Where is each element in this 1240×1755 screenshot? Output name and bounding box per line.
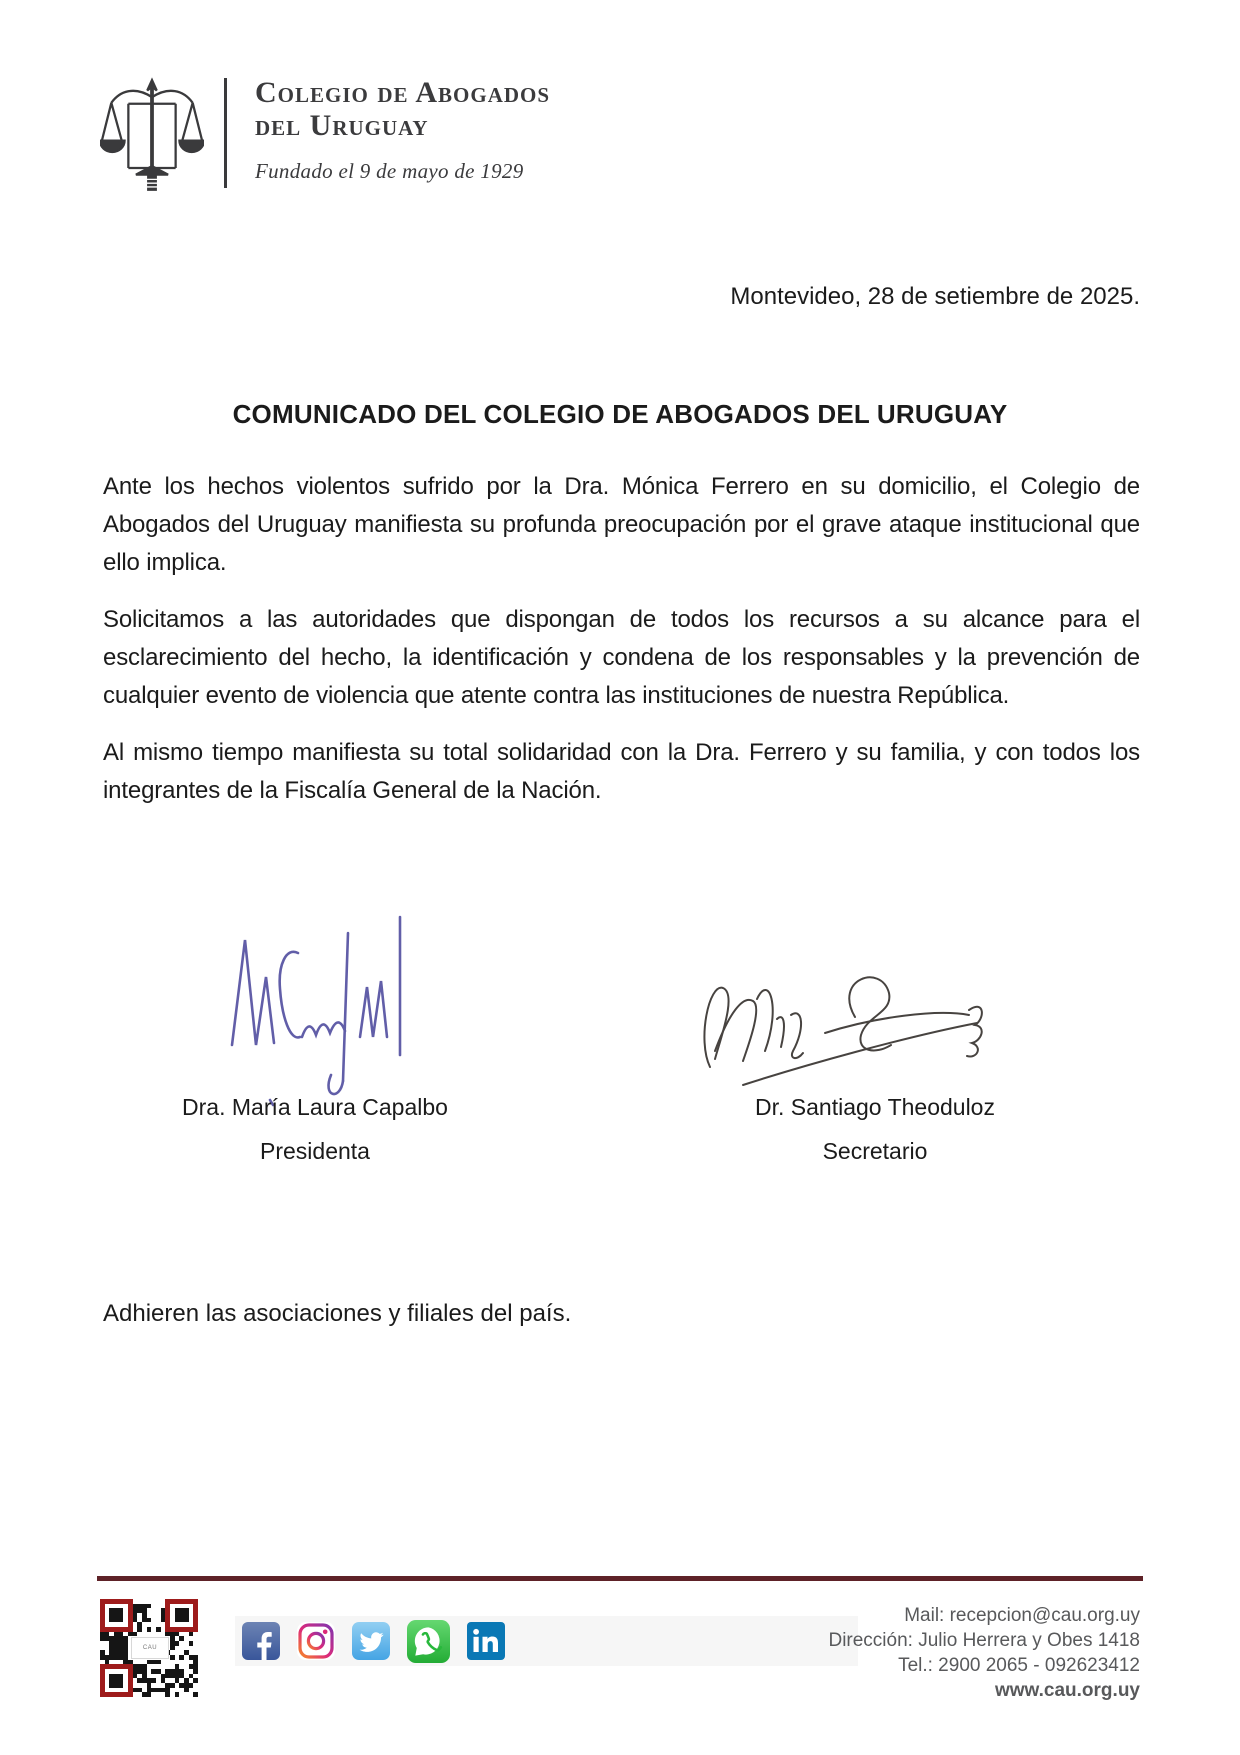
signatory-right <box>685 1094 1065 1165</box>
contact-website[interactable]: www.cau.org.uy <box>995 1680 1140 1701</box>
signatory-name: Dra. María Laura Capalbo <box>182 1094 448 1120</box>
letter-body <box>103 468 1140 829</box>
contact-address: Dirección: Julio Herrera y Obes 1418 <box>828 1630 1140 1651</box>
contact-phone: Tel.: 2900 2065 - 092623412 <box>898 1655 1140 1676</box>
signatory-name: Dr. Santiago Theoduloz <box>755 1094 995 1120</box>
signatory-role: Presidenta <box>260 1138 370 1164</box>
closing-note: Adhieren las asociaciones y filiales del país. <box>103 1300 572 1327</box>
letter-title: COMUNICADO DEL COLEGIO DE ABOGADOS DEL URUGUAY <box>232 399 1008 429</box>
social-links-bar <box>235 1616 858 1666</box>
signatory-role: Secretario <box>822 1138 928 1164</box>
paragraph-1: Ante los hechos violentos sufrido por la Dra. Mónica Ferrero en su domicilio, el Colegio de Abogados del Uruguay manifiesta su profunda preocupación por el grave ataque institucional que ello implica. <box>103 473 1140 576</box>
org-logo <box>100 74 550 194</box>
scales-of-justice-icon <box>100 74 204 194</box>
linkedin-icon[interactable] <box>467 1622 505 1660</box>
facebook-icon[interactable] <box>242 1622 280 1660</box>
instagram-icon[interactable] <box>297 1622 335 1660</box>
org-name-line2: del Uruguay <box>255 109 429 142</box>
org-name-line1: Colegio de Abogados <box>255 76 551 109</box>
letter-date: Montevideo, 28 de setiembre de 2025. <box>730 283 1140 310</box>
signature-presidenta <box>210 885 430 1110</box>
contact-mail[interactable]: Mail: recepcion@cau.org.uy <box>904 1605 1140 1626</box>
signature-secretario <box>685 955 1000 1100</box>
twitter-icon[interactable] <box>352 1622 390 1660</box>
org-founded-line: Fundado el 9 de mayo de 1929 <box>255 159 524 183</box>
paragraph-3: Al mismo tiempo manifiesta su total solidaridad con la Dra. Ferrero y su familia, y con todos los integrantes de la Fiscalía General de la Nación. <box>103 739 1140 804</box>
signatory-left <box>125 1094 505 1165</box>
whatsapp-icon[interactable] <box>407 1620 450 1663</box>
logo-divider <box>224 78 227 188</box>
qr-code <box>100 1599 198 1697</box>
qr-center-logo: CAU <box>131 1637 169 1659</box>
footer-rule <box>97 1576 1143 1581</box>
paragraph-2: Solicitamos a las autoridades que dispongan de todos los recursos a su alcance para el esclarecimiento del hecho, la identificación y condena de los responsables y la prevención de cualquier evento de violencia que atente contra las instituciones de nuestra República. <box>103 606 1140 709</box>
footer-contact <box>828 1603 1140 1703</box>
